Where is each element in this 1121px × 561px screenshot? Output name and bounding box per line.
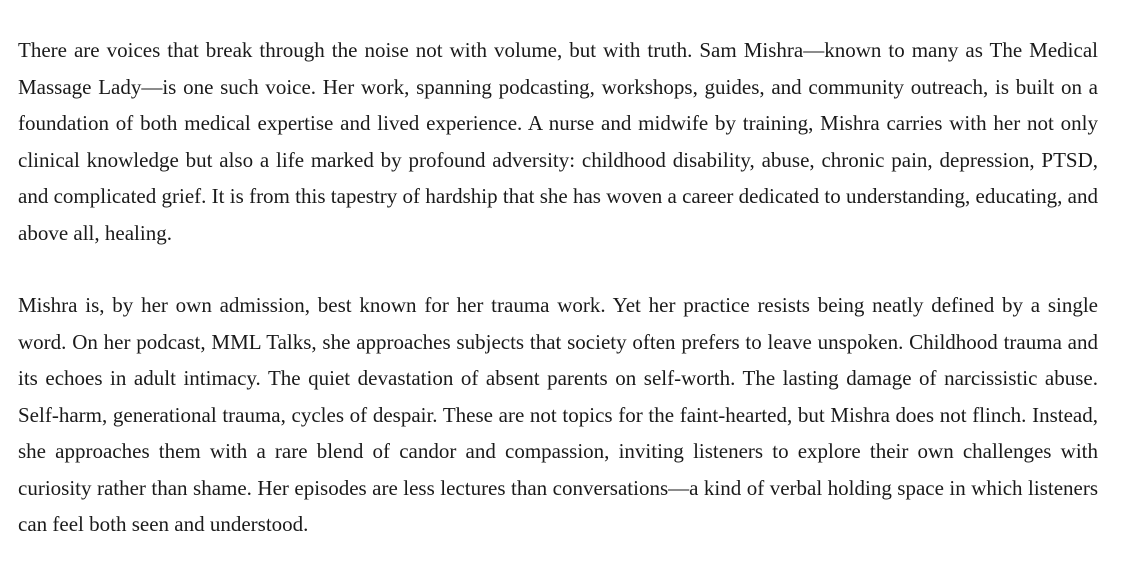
paragraph-intro: There are voices that break through the noise not with volume, but with truth. Sam Mishra—known to many as The Medical Massage Lady—is one such voice. Her work, spanning podcasting, workshops, guides, and community outreach, is built on a foundation of both medical expertise and lived experience. A nurse and midwife by training, Mishra carries with her not only clinical knowledge but also a life marked by profound adversity: childhood disability, abuse, chronic pain, depression, PTSD, and complicated grief. It is from this tapestry of hardship that she has woven a career dedicated to understanding, educating, and above all, healing. — [18, 38, 1098, 245]
paragraph-trauma-work: Mishra is, by her own admission, best known for her trauma work. Yet her practice resists being neatly defined by a single word. On her podcast, MML Talks, she approaches subjects that society often prefers to leave unspoken. Childhood trauma and its echoes in adult intimacy. The quiet devastation of absent parents on self-worth. The lasting damage of narcissistic abuse. Self-harm, generational trauma, cycles of despair. These are not topics for the faint-hearted, but Mishra does not flinch. Instead, she approaches them with a rare blend of candor and compassion, inviting listeners to explore their own challenges with curiosity rather than shame. Her episodes are less lectures than conversations—a kind of verbal holding space in which listeners can feel both seen and understood. — [18, 293, 1098, 536]
article-body — [18, 32, 1098, 543]
